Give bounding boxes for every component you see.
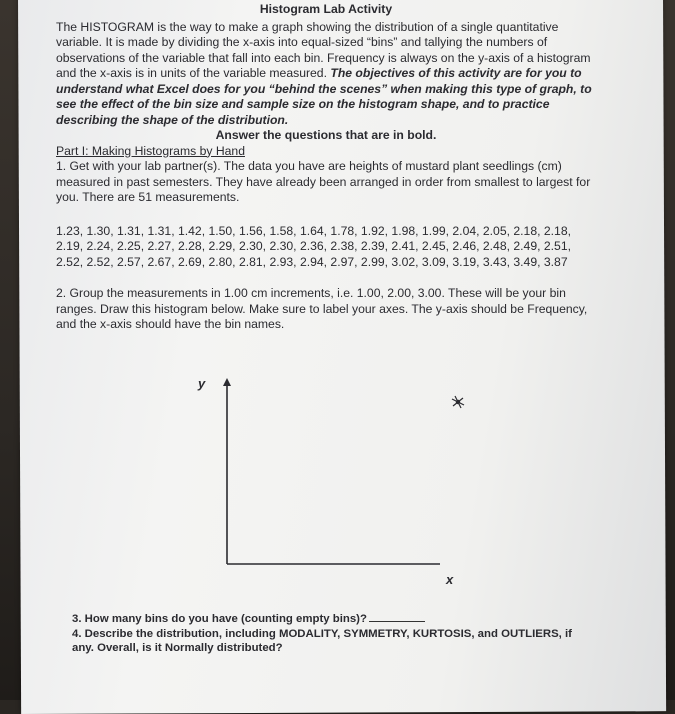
x-axis-label: x — [446, 572, 454, 587]
worksheet-content — [56, 2, 596, 333]
y-axis-label: y — [198, 376, 206, 391]
question-4: 4. Describe the distribution, including MODALITY, SYMMETRY, KURTOSIS, and OUTLIERS, if any. Overall, is it Normally distributed? — [72, 627, 572, 654]
question-3 — [72, 612, 592, 627]
intro-objectives: The objectives of this activity are for you to understand what Excel does for you “behind the scenes” when making this type of graph, to see the effect of the bin size and sample size on the histogram shape, and to practice describing the shape of the distribution. — [56, 66, 592, 127]
data-line-2: 2.19, 2.24, 2.25, 2.27, 2.28, 2.29, 2.30, 2.30, 2.36, 2.38, 2.39, 2.41, 2.45, 2.46, 2.48, 2.49, 2.51, — [56, 239, 571, 253]
data-line-1: 1.23, 1.30, 1.31, 1.31, 1.42, 1.50, 1.56, 1.58, 1.64, 1.78, 1.92, 1.98, 1.99, 2.04, 2.05, 2.18, 2.18, — [56, 223, 571, 238]
data-line-3: 2.52, 2.52, 2.57, 2.67, 2.69, 2.80, 2.81, 2.93, 2.94, 2.97, 2.99, 3.02, 3.09, 3.19, 3.43, 3.49, 3.87 — [56, 254, 568, 269]
page-title: Histogram Lab Activity — [259, 2, 393, 16]
intro-text: The HISTOGRAM is the way to make a graph showing the distribution of a single quantitative variable. It is made by dividing the x-axis into equal-sized “bins” and tallying the numbers of observations of the variable that fall into each bin. Frequency is always on the y-axis of a histogram and the x-axis is in units of the variable measured. — [56, 19, 591, 80]
part-heading: Part I: Making Histograms by Hand — [56, 143, 245, 158]
instruction-line: Answer the questions that are in bold. — [215, 128, 437, 142]
intro-paragraph — [56, 20, 596, 129]
question-1: 1. Get with your lab partner(s). The data you have are heights of mustard plant seedlings (cm) measured in past semesters. They have already been arranged in order from smallest to largest for you. There are 51 measurements. — [56, 159, 591, 204]
question-2: 2. Group the measurements in 1.00 cm increments, i.e. 1.00, 2.00, 3.00. These will be your bin ranges. Draw this histogram below. Make sure to label your axes. The y-axis should be Frequency, and the x-axis should have the bin names. — [56, 286, 588, 331]
answer-blank[interactable] — [369, 621, 425, 622]
blank-graph — [150, 374, 454, 589]
questions-block — [72, 612, 592, 656]
question-3-text: 3. How many bins do you have (counting empty bins)? — [72, 613, 367, 625]
